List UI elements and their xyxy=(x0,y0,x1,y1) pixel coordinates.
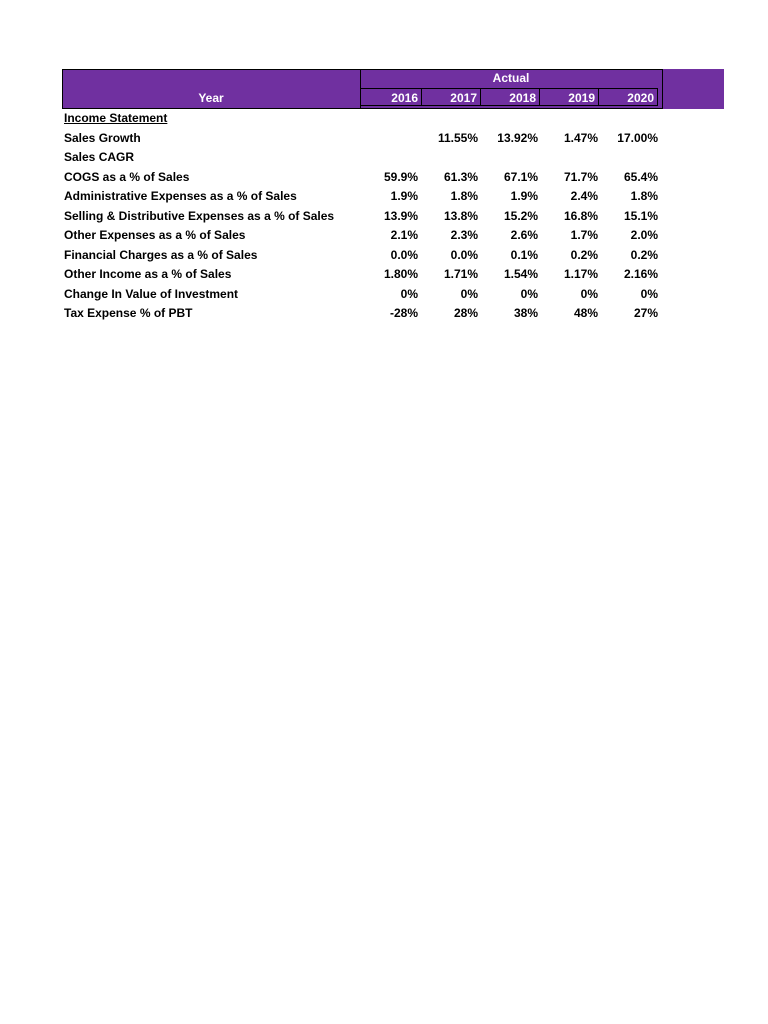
section-title-income-statement[interactable]: Income Statement xyxy=(64,111,168,125)
table-cell[interactable]: 2.4% xyxy=(570,189,598,203)
table-cell[interactable]: 2.6% xyxy=(510,228,538,242)
table-cell[interactable]: 71.7% xyxy=(563,169,598,184)
header-divider-right xyxy=(662,69,663,109)
table-cell[interactable]: 2.16% xyxy=(623,267,658,281)
table-cell[interactable]: 0% xyxy=(520,286,538,301)
table-cell[interactable]: 13.92% xyxy=(497,130,538,145)
table-header xyxy=(62,69,724,109)
table-row xyxy=(62,168,724,188)
table-cell[interactable]: 11.55% xyxy=(437,130,478,145)
section-row xyxy=(62,109,724,129)
table-cell[interactable] xyxy=(360,129,422,149)
row-label[interactable]: Sales Growth xyxy=(64,130,141,145)
table-cell[interactable]: 48% xyxy=(573,306,598,320)
table-row xyxy=(62,265,724,285)
year-2017-cell[interactable]: 2017 xyxy=(421,88,481,106)
table-row xyxy=(62,187,724,207)
year-2020-cell[interactable]: 2020 xyxy=(598,88,658,106)
table-cell[interactable]: 65.4% xyxy=(623,169,658,184)
year-header-cells xyxy=(360,88,662,108)
year-2016-cell[interactable]: 2016 xyxy=(360,88,422,106)
table-cell[interactable]: 13.9% xyxy=(383,208,418,223)
year-2019-cell[interactable]: 2019 xyxy=(539,88,599,106)
table-cell[interactable]: 16.8% xyxy=(563,208,598,223)
table-cell[interactable]: 13.8% xyxy=(443,208,478,223)
table-cell[interactable]: 0.2% xyxy=(630,247,658,262)
header-border-top xyxy=(62,69,662,70)
table-cell[interactable]: 1.9% xyxy=(510,189,538,203)
row-label[interactable]: Tax Expense % of PBT xyxy=(64,306,193,320)
table-cell[interactable]: 0.1% xyxy=(510,247,538,262)
table-cell[interactable]: 1.9% xyxy=(390,189,418,203)
header-border-bottom xyxy=(62,108,662,109)
table-row xyxy=(62,304,724,324)
row-label[interactable]: COGS as a % of Sales xyxy=(64,169,190,184)
table-cell[interactable]: 1.80% xyxy=(383,267,418,281)
table-cell[interactable]: 27% xyxy=(633,306,658,320)
table-cell[interactable]: 2.1% xyxy=(390,228,418,242)
table-cell[interactable] xyxy=(482,148,542,168)
table-cell[interactable]: 1.8% xyxy=(450,189,478,203)
row-label[interactable]: Other Expenses as a % of Sales xyxy=(64,228,246,242)
spreadsheet xyxy=(62,69,724,324)
table-cell[interactable]: 28% xyxy=(453,306,478,320)
table-cell[interactable]: 17.00% xyxy=(617,130,658,145)
table-cell[interactable]: 1.8% xyxy=(630,189,658,203)
table-cell[interactable] xyxy=(542,148,602,168)
row-label[interactable]: Change In Value of Investment xyxy=(64,286,239,301)
table-cell[interactable]: 2.3% xyxy=(450,228,478,242)
table-cell[interactable]: 2.0% xyxy=(630,228,658,242)
row-label[interactable]: Other Income as a % of Sales xyxy=(64,267,232,281)
row-label[interactable]: Financial Charges as a % of Sales xyxy=(64,247,258,262)
table-cell[interactable]: 0.0% xyxy=(390,247,418,262)
table-cell[interactable]: 1.17% xyxy=(563,267,598,281)
table-cell[interactable]: 1.7% xyxy=(570,228,598,242)
table-cell[interactable]: 1.54% xyxy=(503,267,538,281)
row-label[interactable]: Sales CAGR xyxy=(64,150,135,164)
table-row xyxy=(62,246,724,266)
table-cell[interactable]: 0% xyxy=(640,286,658,301)
table-cell[interactable] xyxy=(602,148,662,168)
table-cell[interactable]: 0% xyxy=(580,286,598,301)
table-cell[interactable]: 15.2% xyxy=(503,208,538,223)
table-cell[interactable] xyxy=(422,148,482,168)
table-row xyxy=(62,129,724,149)
table-cell[interactable]: 67.1% xyxy=(503,169,538,184)
table-cell[interactable]: 1.47% xyxy=(563,130,598,145)
table-cell[interactable]: 1.71% xyxy=(443,267,478,281)
table-cell[interactable]: -28% xyxy=(389,306,418,320)
table-cell[interactable]: 61.3% xyxy=(443,169,478,184)
table-row xyxy=(62,285,724,305)
table-body xyxy=(62,109,724,324)
table-cell[interactable]: 38% xyxy=(513,306,538,320)
table-cell[interactable]: 0.0% xyxy=(450,247,478,262)
row-label[interactable]: Administrative Expenses as a % of Sales xyxy=(64,189,297,203)
table-row xyxy=(62,207,724,227)
table-cell[interactable]: 15.1% xyxy=(623,208,658,223)
table-cell[interactable] xyxy=(360,148,422,168)
row-label[interactable]: Selling & Distributive Expenses as a % of Sales xyxy=(64,208,335,223)
table-cell[interactable]: 0% xyxy=(460,286,478,301)
table-cell[interactable]: 59.9% xyxy=(383,169,418,184)
year-2018-cell[interactable]: 2018 xyxy=(480,88,540,106)
table-row xyxy=(62,226,724,246)
year-column-label: Year xyxy=(198,91,224,105)
table-row xyxy=(62,148,724,168)
actual-group-label: Actual xyxy=(492,71,530,85)
table-cell[interactable]: 0.2% xyxy=(570,247,598,262)
table-cell[interactable]: 0% xyxy=(400,286,418,301)
